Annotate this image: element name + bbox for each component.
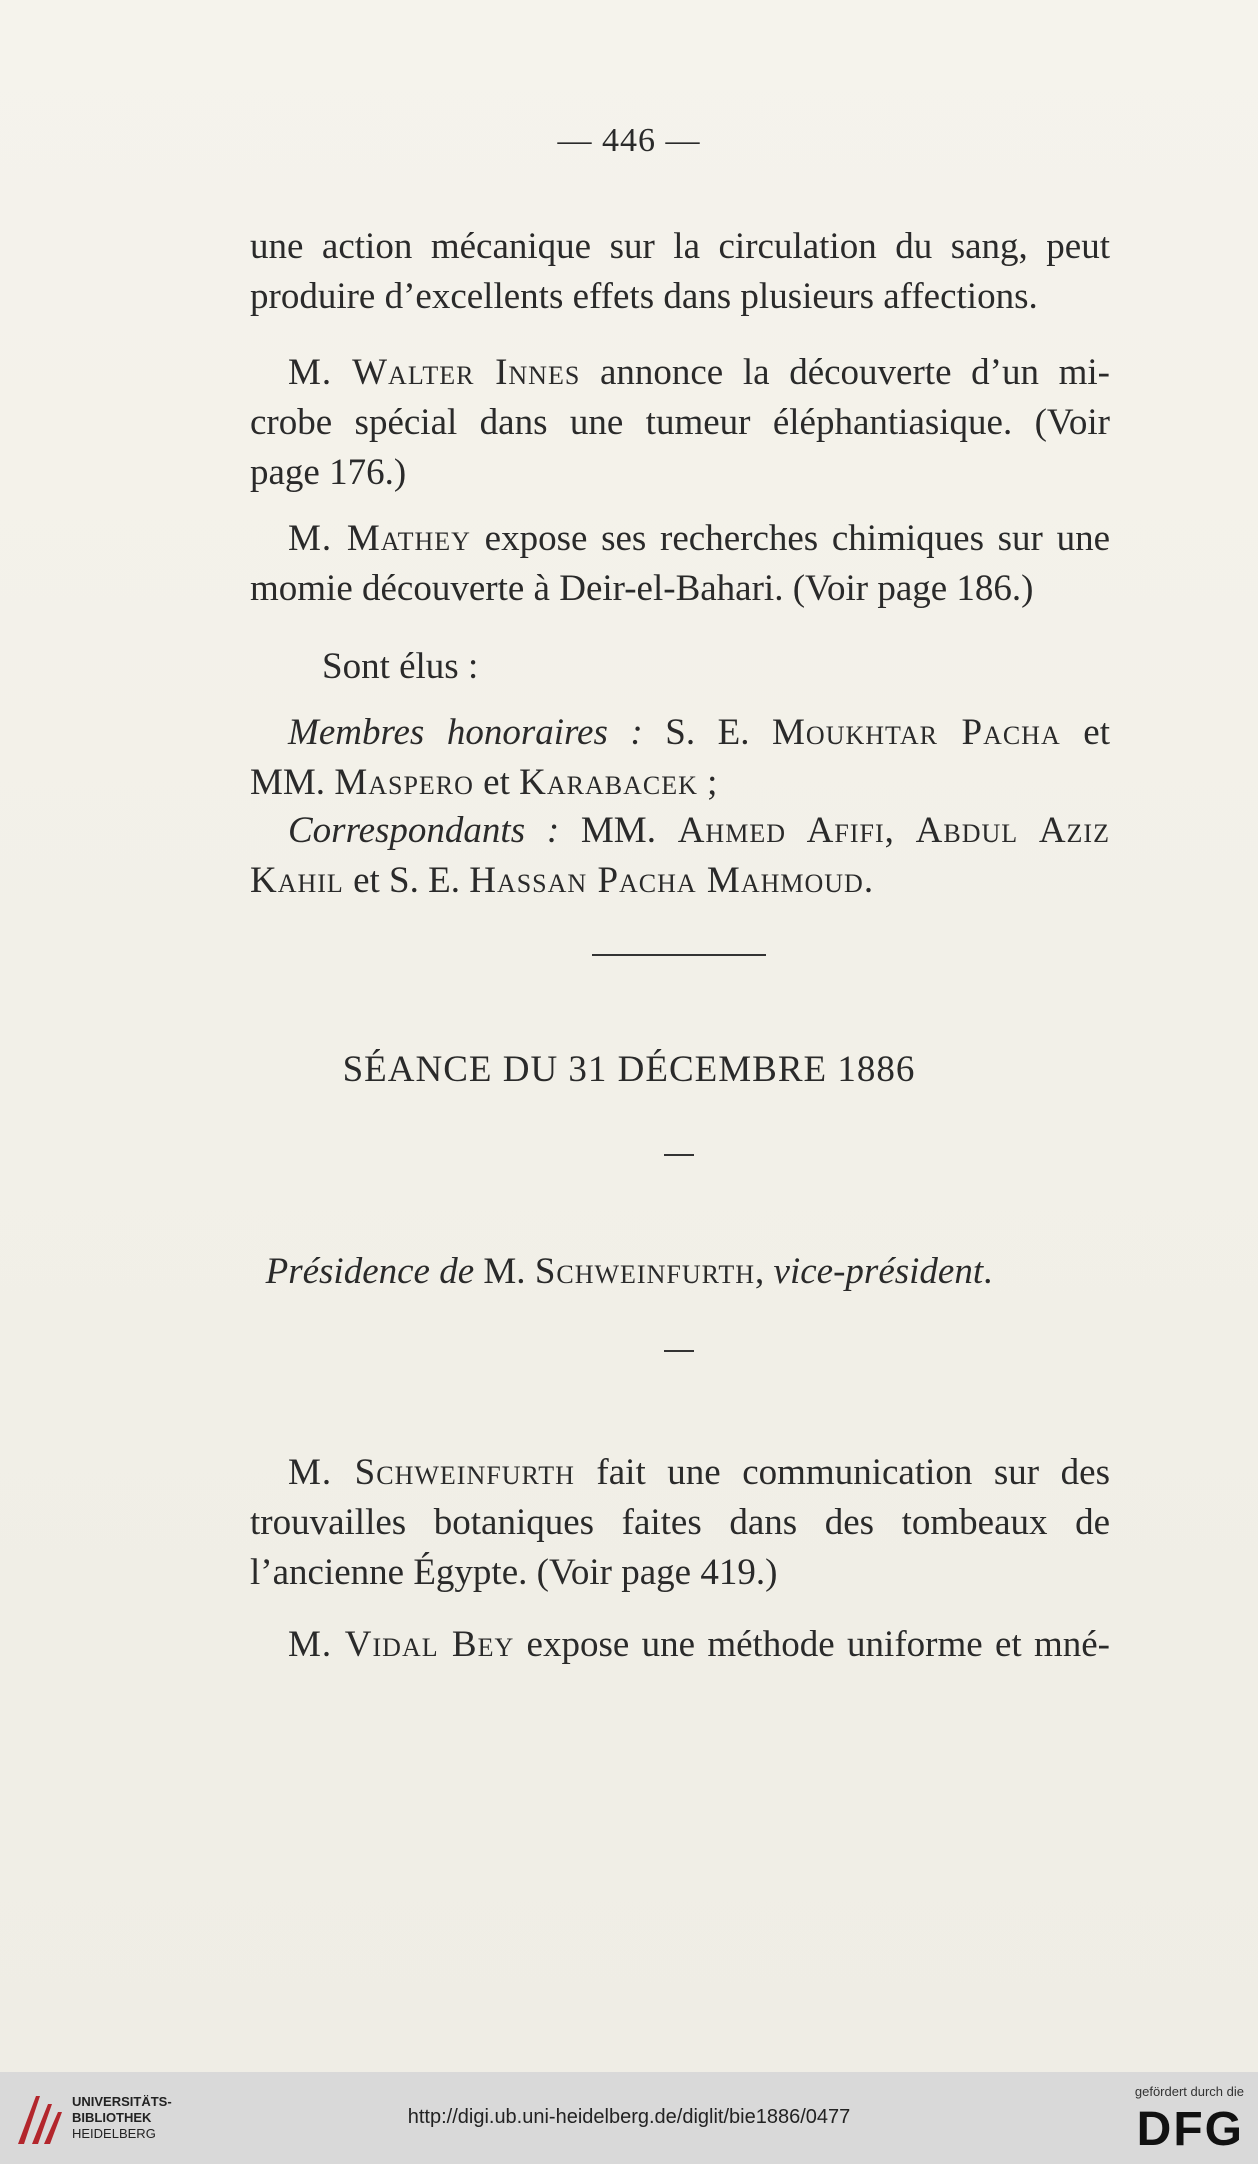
text-line: produire d’excellents effets dans plusieurs affections. <box>250 276 1038 317</box>
text-fragment: ; <box>697 762 718 803</box>
text-line: trouvailles botaniques faites dans des tombeaux de <box>250 1502 1110 1543</box>
text-fragment: expose une méthode uniforme et mné- <box>514 1624 1110 1665</box>
permalink-url[interactable]: http://digi.ub.uni-heidelberg.de/diglit/bie1886/0477 <box>407 2106 851 2128</box>
person-name: Maspero <box>334 762 474 803</box>
text-fragment: et <box>473 762 520 803</box>
session-heading: SÉANCE DU 31 DÉCEMBRE 1886 <box>342 1049 916 1090</box>
text-line: crobe spécial dans une tumeur éléphantiasique. (Voir <box>250 402 1110 443</box>
page-number: — 446 — <box>557 122 701 159</box>
text-line <box>250 856 1110 906</box>
text-fragment: , <box>884 810 916 851</box>
elected-intro <box>250 642 1110 692</box>
text-fragment: S. E. <box>642 712 773 753</box>
person-name: Kahil <box>250 860 344 901</box>
person-name: Karabacek <box>519 762 698 803</box>
text-fragment: MM. <box>250 762 335 803</box>
text-fragment: et S. E. <box>343 860 470 901</box>
text-line <box>250 514 1110 564</box>
person-name: M. Mathey <box>288 518 471 559</box>
text-line <box>250 806 1110 856</box>
text-line <box>250 1620 1110 1670</box>
paragraph-vidal-bey <box>250 1620 1110 1670</box>
text-fragment: M. <box>474 1251 535 1292</box>
correspondents-label: Correspondants : <box>288 810 560 851</box>
text-fragment: annonce la découverte d’un mi- <box>580 352 1110 393</box>
text-line: Sont élus : <box>322 646 479 687</box>
section-divider <box>592 954 766 956</box>
text-line <box>250 708 1110 758</box>
short-dash <box>664 1350 694 1352</box>
paragraph-mathey <box>250 514 1110 614</box>
text-fragment: . <box>863 860 874 901</box>
person-name: Hassan Pacha Mahmoud <box>469 860 864 901</box>
text-fragment: et <box>1060 712 1110 753</box>
paragraph-schweinfurth <box>250 1448 1110 1598</box>
text-line <box>250 1448 1110 1498</box>
text-line <box>250 348 1110 398</box>
library-name-line: HEIDELBERG <box>72 2126 156 2141</box>
person-name: Ahmed Afifi <box>677 810 885 851</box>
person-name: M. Vidal Bey <box>288 1624 515 1665</box>
text-fragment: MM. <box>559 810 678 851</box>
person-name: Schweinfurth <box>534 1251 756 1292</box>
text-fragment: expose ses recherches chimiques sur une <box>470 518 1111 559</box>
person-name: Abdul Aziz <box>915 810 1110 851</box>
presidency-role: vice-président <box>773 1251 984 1292</box>
presidency-label: Présidence de <box>265 1251 475 1292</box>
person-name: M. Walter Innes <box>288 352 581 393</box>
text-line <box>250 758 1110 808</box>
library-name-line: UNIVERSITÄTS- <box>72 2094 172 2109</box>
funding-label: gefördert durch die <box>1134 2084 1244 2099</box>
viewer-footer <box>0 2072 1258 2164</box>
text-fragment: fait une communication sur des <box>574 1452 1110 1493</box>
paragraph-circulation <box>250 222 1110 322</box>
text-line: momie découverte à Deir-el-Bahari. (Voir page 186.) <box>250 568 1034 609</box>
library-name-line: BIBLIOTHEK <box>72 2110 152 2125</box>
text-line: page 176.) <box>250 452 407 493</box>
text-line: l’ancienne Égypte. (Voir page 419.) <box>250 1552 778 1593</box>
honorary-members <box>250 708 1110 808</box>
person-name: Moukhtar Pacha <box>772 712 1061 753</box>
paragraph-walter-innes <box>250 348 1110 498</box>
honorary-label: Membres honoraires : <box>288 712 643 753</box>
short-dash <box>664 1154 694 1156</box>
person-name: M. Schweinfurth <box>288 1452 575 1493</box>
dfg-logo: DFG <box>1136 2103 1244 2156</box>
text-line: une action mécanique sur la circulation du sang, peut <box>250 226 1110 267</box>
presidency-line: Présidence de M. Schweinfurth, vice-président. <box>265 1251 993 1292</box>
corresponding-members <box>250 806 1110 906</box>
